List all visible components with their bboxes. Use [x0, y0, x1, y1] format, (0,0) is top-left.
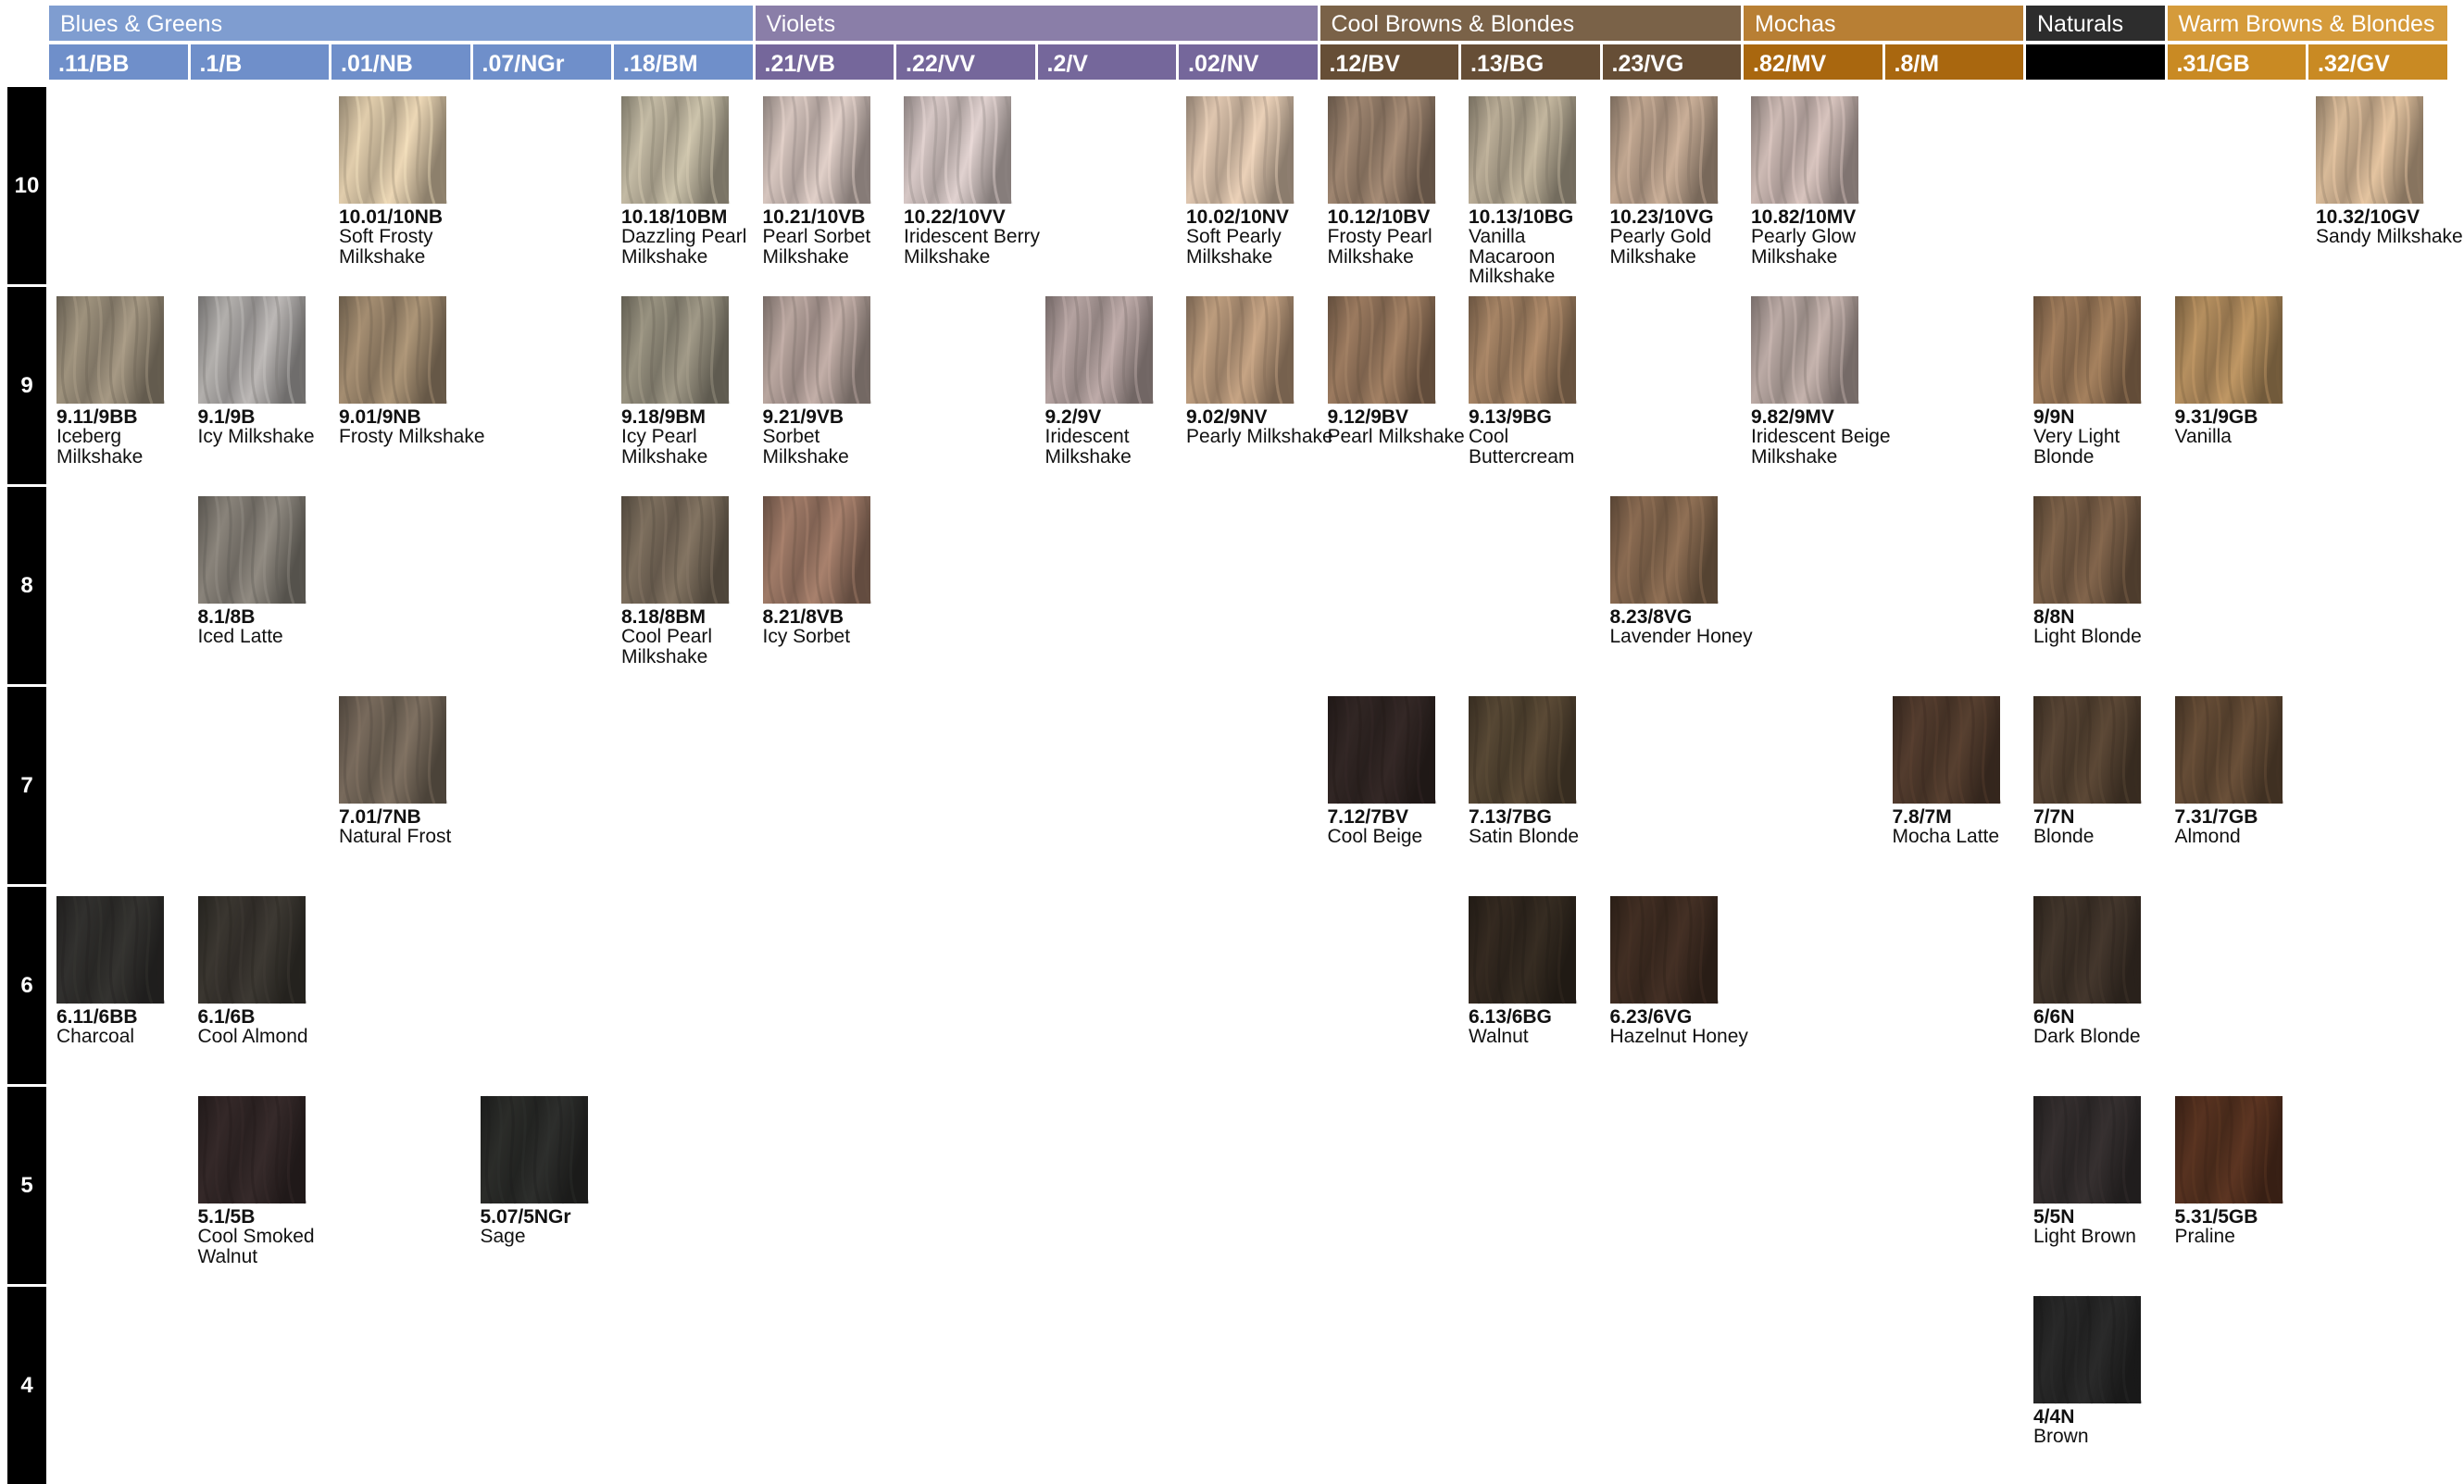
hair-swatch-image	[1328, 296, 1435, 404]
swatch-code: 7.01/7NB	[339, 806, 421, 828]
hair-swatch-image	[198, 496, 306, 604]
hair-swatch-image	[1469, 96, 1576, 204]
swatch-code: 9/9N	[2033, 406, 2075, 428]
swatch-code: 8.18/8BM	[621, 606, 707, 628]
swatch-name: Praline	[2174, 1226, 2235, 1247]
swatch-code: 9.18/9BM	[621, 406, 707, 428]
level-label: 10	[7, 87, 46, 284]
hair-swatch-image	[1469, 296, 1576, 404]
hair-swatch-image	[2175, 1096, 2283, 1203]
hair-swatch[interactable]	[904, 96, 1011, 204]
tone-header: .01/NB	[331, 44, 470, 80]
level-label: 7	[7, 687, 46, 884]
hair-swatch-image	[1186, 296, 1294, 404]
swatch-name: Iridescent Berry Milkshake	[904, 226, 1041, 268]
level-label: 9	[7, 287, 46, 484]
hair-swatch-image	[1186, 96, 1294, 204]
hair-swatch[interactable]	[1186, 296, 1294, 404]
tone-header: .82/MV	[1744, 44, 1882, 80]
swatch-name: Sage	[480, 1226, 526, 1247]
hair-swatch[interactable]	[1610, 496, 1718, 604]
swatch-code: 6.13/6BG	[1469, 1006, 1552, 1028]
swatch-name: Vanilla Macaroon Milkshake	[1469, 226, 1556, 287]
swatch-code: 8/8N	[2033, 606, 2075, 628]
hair-swatch-image	[56, 896, 164, 1004]
hair-swatch-image	[339, 96, 446, 204]
hair-swatch[interactable]	[1893, 696, 2000, 804]
swatch-name: Pearl Milkshake	[1327, 426, 1465, 447]
hair-swatch[interactable]	[2033, 496, 2141, 604]
swatch-name: Charcoal	[56, 1026, 135, 1047]
category-header: Mochas	[1744, 6, 2023, 41]
swatch-name: Icy Pearl Milkshake	[621, 426, 708, 468]
hair-swatch-image	[763, 296, 870, 404]
tone-header: .07/NGr	[473, 44, 612, 80]
swatch-name: Sandy Milkshake	[2316, 226, 2463, 247]
tone-header: .21/VB	[756, 44, 894, 80]
tone-header	[2026, 44, 2165, 80]
hair-swatch[interactable]	[1610, 96, 1718, 204]
swatch-name: Cool Almond	[197, 1026, 308, 1047]
hair-swatch-image	[2175, 696, 2283, 804]
swatch-name: Icy Sorbet	[762, 626, 851, 647]
tone-header: .22/VV	[896, 44, 1035, 80]
level-label: 8	[7, 487, 46, 684]
level-label: 5	[7, 1087, 46, 1284]
hair-swatch[interactable]	[1328, 96, 1435, 204]
category-header: Blues & Greens	[49, 6, 753, 41]
hair-swatch[interactable]	[1186, 96, 1294, 204]
swatch-code: 6.1/6B	[197, 1006, 256, 1028]
tone-header: .23/VG	[1603, 44, 1742, 80]
hair-swatch[interactable]	[481, 1096, 588, 1203]
tone-header: .11/BB	[49, 44, 188, 80]
swatch-name: Vanilla	[2174, 426, 2232, 447]
swatch-name: Iridescent Beige Milkshake	[1751, 426, 1891, 468]
hair-swatch[interactable]	[1469, 96, 1576, 204]
hair-swatch-image	[763, 96, 870, 204]
swatch-name: Very Light Blonde	[2033, 426, 2120, 468]
hair-swatch[interactable]	[198, 296, 306, 404]
hair-swatch[interactable]	[1328, 696, 1435, 804]
swatch-name: Icy Milkshake	[197, 426, 315, 447]
swatch-code: 6/6N	[2033, 1006, 2075, 1028]
tone-header: .2/V	[1038, 44, 1177, 80]
hair-swatch[interactable]	[56, 896, 164, 1004]
hair-swatch-image	[2033, 896, 2141, 1004]
swatch-name: Satin Blonde	[1469, 826, 1580, 847]
swatch-name: Light Blonde	[2033, 626, 2142, 647]
swatch-code: 7.12/7BV	[1327, 806, 1409, 828]
hair-swatch-image	[1610, 96, 1718, 204]
swatch-code: 9.31/9GB	[2174, 406, 2258, 428]
hair-swatch-image	[339, 696, 446, 804]
swatch-name: Frosty Milkshake	[339, 426, 485, 447]
swatch-code: 4/4N	[2033, 1406, 2075, 1428]
swatch-name: Dazzling Pearl Milkshake	[621, 226, 747, 268]
hair-swatch[interactable]	[198, 896, 306, 1004]
swatch-code: 9.2/9V	[1044, 406, 1102, 428]
hair-swatch-image	[1610, 496, 1718, 604]
swatch-code: 5.31/5GB	[2174, 1206, 2258, 1228]
swatch-name: Iridescent Milkshake	[1044, 426, 1132, 468]
swatch-name: Cool Smoked Walnut	[197, 1226, 315, 1267]
hair-swatch[interactable]	[2175, 696, 2283, 804]
hair-swatch-image	[1045, 296, 1153, 404]
swatch-name: Sorbet Milkshake	[762, 426, 849, 468]
swatch-code: 7/7N	[2033, 806, 2075, 828]
tone-header: .1/B	[191, 44, 330, 80]
hair-swatch[interactable]	[763, 96, 870, 204]
swatch-name: Cool Pearl Milkshake	[621, 626, 713, 667]
hair-swatch-image	[2033, 1096, 2141, 1203]
hair-swatch[interactable]	[2033, 1296, 2141, 1403]
swatch-code: 8.1/8B	[197, 606, 256, 628]
hair-swatch-image	[621, 296, 729, 404]
swatch-code: 9.13/9BG	[1469, 406, 1552, 428]
swatch-code: 10.23/10VG	[1609, 206, 1714, 228]
swatch-code: 10.22/10VV	[904, 206, 1006, 228]
swatch-code: 7.13/7BG	[1469, 806, 1552, 828]
swatch-code: 5.1/5B	[197, 1206, 256, 1228]
swatch-name: Pearl Sorbet Milkshake	[762, 226, 871, 268]
level-label: 6	[7, 887, 46, 1084]
swatch-name: Blonde	[2033, 826, 2095, 847]
hair-swatch-image	[198, 1096, 306, 1203]
swatch-name: Iceberg Milkshake	[56, 426, 144, 468]
hair-swatch-image	[621, 96, 729, 204]
hair-swatch[interactable]	[763, 296, 870, 404]
hair-swatch-image	[2033, 1296, 2141, 1403]
hair-swatch[interactable]	[1751, 296, 1858, 404]
tone-header: .02/NV	[1179, 44, 1318, 80]
hair-swatch-image	[2175, 296, 2283, 404]
tone-header: .31/GB	[2168, 44, 2307, 80]
hair-swatch[interactable]	[1328, 296, 1435, 404]
category-header: Naturals	[2026, 6, 2165, 41]
hair-swatch[interactable]	[56, 296, 164, 404]
hair-swatch-image	[904, 96, 1011, 204]
swatch-code: 9.11/9BB	[56, 406, 138, 428]
hair-swatch-image	[1751, 96, 1858, 204]
swatch-code: 9.21/9VB	[762, 406, 844, 428]
swatch-code: 9.01/9NB	[339, 406, 421, 428]
hair-swatch-image	[2033, 296, 2141, 404]
hair-swatch-image	[2316, 96, 2423, 204]
hair-swatch[interactable]	[621, 496, 729, 604]
swatch-code: 6.23/6VG	[1609, 1006, 1693, 1028]
hair-swatch[interactable]	[339, 696, 446, 804]
swatch-code: 9.82/9MV	[1751, 406, 1834, 428]
swatch-code: 6.11/6BB	[56, 1006, 138, 1028]
swatch-name: Dark Blonde	[2033, 1026, 2141, 1047]
swatch-name: Mocha Latte	[1892, 826, 2000, 847]
hair-swatch-image	[621, 496, 729, 604]
swatch-code: 5/5N	[2033, 1206, 2075, 1228]
hair-swatch-image	[481, 1096, 588, 1203]
hair-swatch-image	[198, 296, 306, 404]
hair-swatch[interactable]	[2316, 96, 2423, 204]
swatch-code: 10.82/10MV	[1751, 206, 1857, 228]
swatch-name: Pearly Glow Milkshake	[1751, 226, 1857, 268]
hair-swatch[interactable]	[2033, 296, 2141, 404]
swatch-name: Soft Pearly Milkshake	[1186, 226, 1282, 268]
category-header: Warm Browns & Blondes	[2168, 6, 2447, 41]
hair-swatch[interactable]	[1610, 896, 1718, 1004]
level-label: 4	[7, 1287, 46, 1484]
swatch-name: Frosty Pearl Milkshake	[1327, 226, 1432, 268]
swatch-name: Cool Buttercream	[1469, 426, 1575, 468]
hair-swatch[interactable]	[2033, 896, 2141, 1004]
tone-header: .12/BV	[1320, 44, 1459, 80]
tone-header: .13/BG	[1461, 44, 1600, 80]
swatch-name: Pearly Milkshake	[1186, 426, 1333, 447]
tone-header: .32/GV	[2308, 44, 2447, 80]
swatch-name: Lavender Honey	[1609, 626, 1753, 647]
swatch-name: Almond	[2174, 826, 2241, 847]
swatch-code: 8.23/8VG	[1609, 606, 1693, 628]
hair-swatch[interactable]	[198, 496, 306, 604]
hair-swatch[interactable]	[1469, 896, 1576, 1004]
swatch-code: 10.18/10BM	[621, 206, 728, 228]
hair-swatch[interactable]	[1751, 96, 1858, 204]
hair-swatch[interactable]	[2033, 696, 2141, 804]
swatch-code: 7.8/7M	[1892, 806, 1952, 828]
swatch-name: Cool Beige	[1327, 826, 1423, 847]
swatch-code: 10.12/10BV	[1327, 206, 1431, 228]
category-header: Cool Browns & Blondes	[1320, 6, 1742, 41]
hair-swatch[interactable]	[621, 96, 729, 204]
hair-swatch[interactable]	[1469, 296, 1576, 404]
swatch-code: 10.21/10VB	[762, 206, 866, 228]
hair-swatch[interactable]	[1469, 696, 1576, 804]
category-header: Violets	[756, 6, 1318, 41]
swatch-code: 10.02/10NV	[1186, 206, 1289, 228]
hair-swatch[interactable]	[1045, 296, 1153, 404]
hair-swatch[interactable]	[763, 496, 870, 604]
hair-swatch[interactable]	[2033, 1096, 2141, 1203]
swatch-name: Natural Frost	[339, 826, 452, 847]
hair-swatch-image	[339, 296, 446, 404]
swatch-code: 9.02/9NV	[1186, 406, 1268, 428]
hair-swatch-image	[2033, 696, 2141, 804]
swatch-name: Hazelnut Honey	[1609, 1026, 1748, 1047]
hair-swatch-image	[1469, 896, 1576, 1004]
hair-swatch-image	[1610, 896, 1718, 1004]
hair-swatch[interactable]	[2175, 1096, 2283, 1203]
hair-swatch[interactable]	[339, 296, 446, 404]
hair-swatch-image	[763, 496, 870, 604]
tone-header: .18/BM	[614, 44, 753, 80]
swatch-code: 10.01/10NB	[339, 206, 444, 228]
hair-swatch[interactable]	[621, 296, 729, 404]
hair-swatch-image	[1328, 696, 1435, 804]
swatch-code: 10.32/10GV	[2316, 206, 2420, 228]
swatch-name: Pearly Gold Milkshake	[1609, 226, 1712, 268]
swatch-name: Brown	[2033, 1426, 2089, 1447]
hair-swatch[interactable]	[339, 96, 446, 204]
swatch-name: Light Brown	[2033, 1226, 2136, 1247]
hair-swatch-image	[1328, 96, 1435, 204]
tone-header: .8/M	[1885, 44, 2024, 80]
swatch-code: 7.31/7GB	[2174, 806, 2258, 828]
swatch-code: 9.1/9B	[197, 406, 256, 428]
hair-swatch-image	[2033, 496, 2141, 604]
hair-swatch-image	[198, 896, 306, 1004]
hair-swatch-image	[1469, 696, 1576, 804]
swatch-name: Iced Latte	[197, 626, 283, 647]
hair-swatch-image	[1893, 696, 2000, 804]
hair-swatch[interactable]	[198, 1096, 306, 1203]
hair-swatch[interactable]	[2175, 296, 2283, 404]
swatch-name: Walnut	[1469, 1026, 1529, 1047]
swatch-code: 9.12/9BV	[1327, 406, 1409, 428]
swatch-code: 10.13/10BG	[1469, 206, 1574, 228]
swatch-code: 5.07/5NGr	[480, 1206, 571, 1228]
swatch-code: 8.21/8VB	[762, 606, 844, 628]
hair-swatch-image	[1751, 296, 1858, 404]
swatch-name: Soft Frosty Milkshake	[339, 226, 433, 268]
hair-swatch-image	[56, 296, 164, 404]
